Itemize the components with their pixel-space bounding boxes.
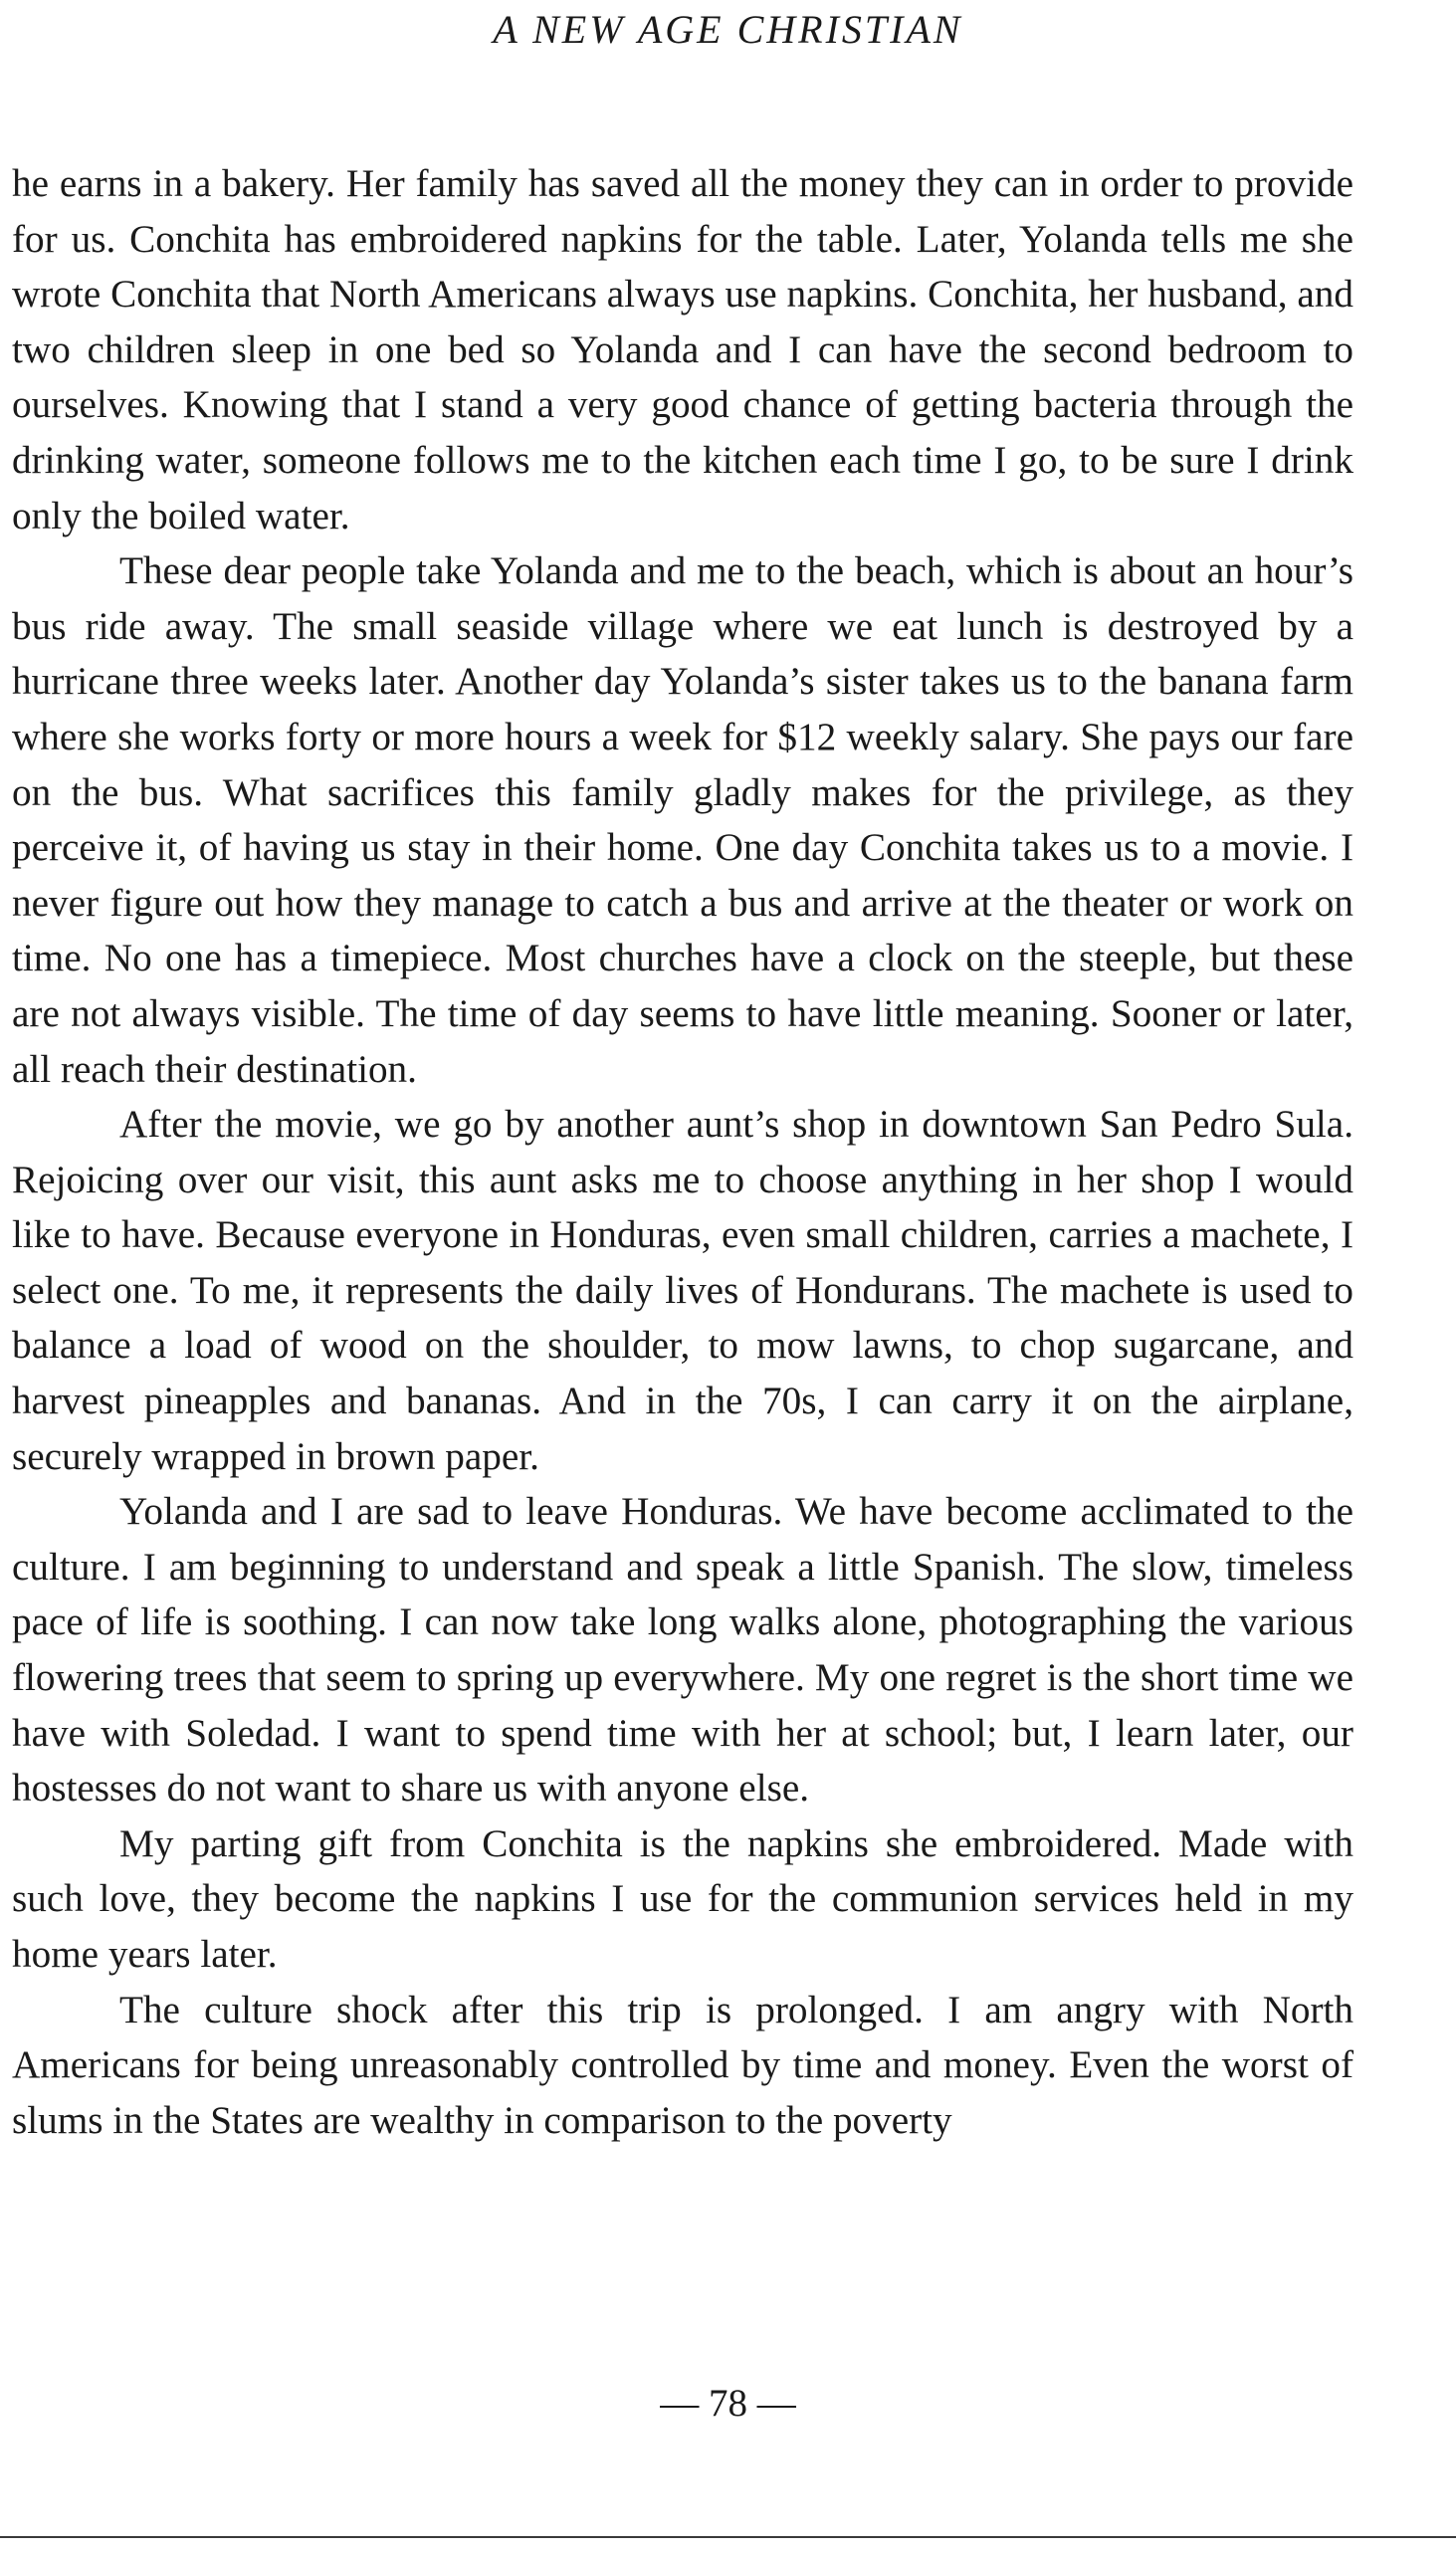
paragraph-2: These dear people take Yolanda and me to the beach, which is about an hour’s bus ride away. The small seaside village where we eat lunch is destroyed by a hurricane three weeks later. Another day Yolanda’s sister takes us to the banana farm where she works forty or more hours a week for $12 weekly salary. She pays our fare on the bus. What sacrifices this family gladly makes for the privilege, as they perceive it, of having us stay in their home. One day Conchita takes us to a movie. I never figure out how they manage to catch a bus and arrive at the theater or work on time. No one has a timepiece. Most churches have a clock on the steeple, but these are not always visible. The time of day seems to have little meaning. Sooner or later, all reach their destination.: [12, 549, 1353, 1091]
paragraph-4: Yolanda and I are sad to leave Honduras. We have become acclimated to the culture. I am beginning to understand and speak a little Spanish. The slow, timeless pace of life is soothing. I can now take long walks alone, photographing the various flowering trees that seem to spring up everywhere. My one regret is the short time we have with Soledad. I want to spend time with her at school; but, I learn later, our hostesses do not want to share us with anyone else.: [12, 1490, 1353, 1810]
paragraph-5: My parting gift from Conchita is the napkins she embroidered. Made with such love, they become the napkins I use for the communion services held in my home years later.: [12, 1821, 1353, 1976]
paragraph-1: he earns in a bakery. Her family has saved all the money they can in order to provide for us. Conchita has embroidered napkins for the table. Later, Yolanda tells me she wrote Conchita that North Americans always use napkins. Conchita, her husband, and two children sleep in one bed so Yolanda and I can have the second bedroom to ourselves. Knowing that I stand a very good chance of getting bacteria through the drinking water, someone follows me to the kitchen each time I go, to be sure I drink only the boiled water.: [12, 162, 1353, 537]
running-title: A NEW AGE CHRISTIAN: [493, 7, 963, 52]
paragraph-3: After the movie, we go by another aunt’s shop in downtown San Pedro Sula. Rejoicing over our visit, this aunt asks me to choose anything in her shop I would like to have. Because everyone in Honduras, even small children, carries a machete, I select one. To me, it represents the daily lives of Hondurans. The machete is used to balance a load of wood on the shoulder, to mow lawns, to chop sugarcane, and harvest pineapples and bananas. And in the 70s, I can carry it on the airplane, securely wrapped in brown paper.: [12, 1103, 1353, 1478]
paragraph-6: The culture shock after this trip is prolonged. I am angry with North Americans for being unreasonably controlled by time and money. Even the worst of slums in the States are wealthy in comparison to the poverty: [12, 1988, 1353, 2142]
page-number: — 78 —: [660, 2382, 796, 2425]
bottom-divider: [0, 2536, 1456, 2538]
body-text: [12, 156, 1353, 2148]
